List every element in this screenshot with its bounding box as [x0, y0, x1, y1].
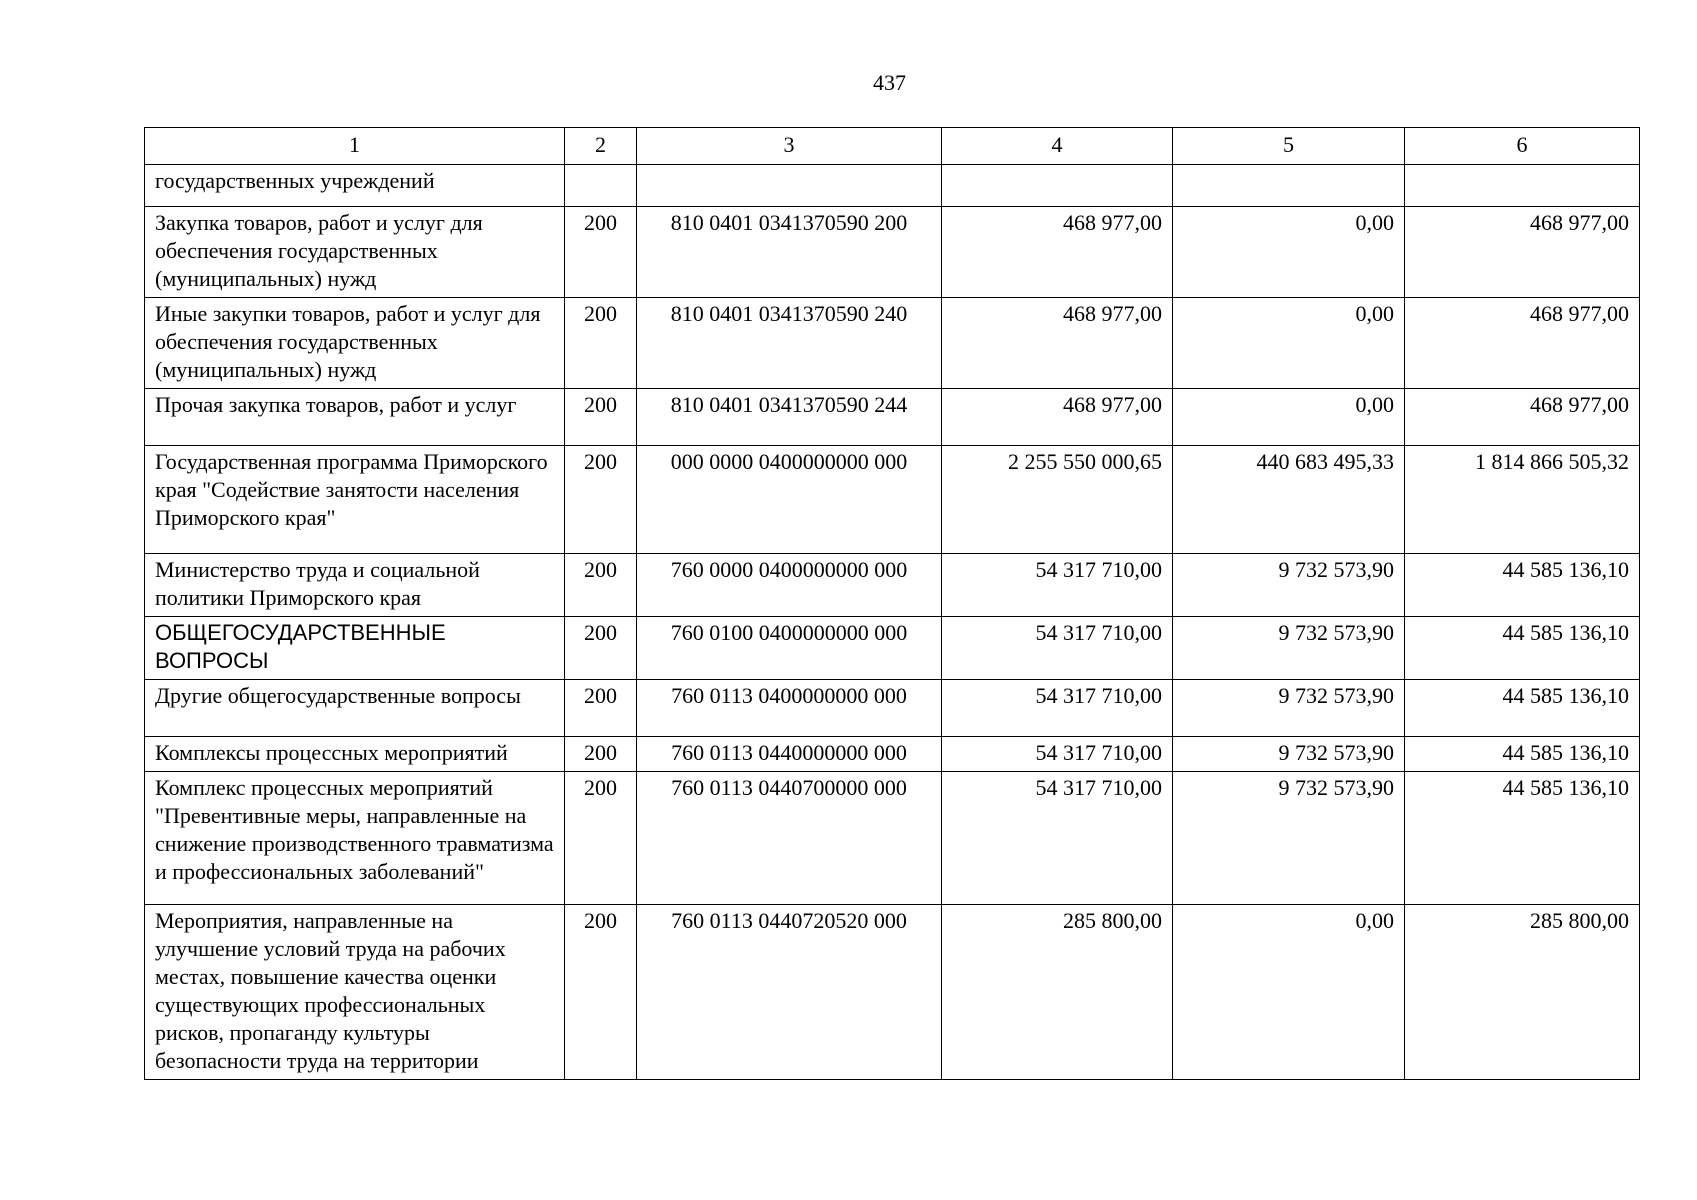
row-name-cell: Комплекс процессных мероприятий "Превентивные меры, направленные на снижение производственного травматизма и профессиональных заболеваний" — [145, 772, 565, 905]
row-kbk-cell: 760 0113 0400000000 000 — [637, 680, 942, 737]
row-value-col6-cell: 44 585 136,10 — [1405, 737, 1640, 772]
row-kbk-cell: 000 0000 0400000000 000 — [637, 446, 942, 554]
row-name-cell: Государственная программа Приморского края "Содействие занятости населения Приморского края" — [145, 446, 565, 554]
table-row — [145, 737, 1640, 772]
row-value-col4-cell: 468 977,00 — [942, 298, 1173, 389]
row-name-cell: Закупка товаров, работ и услуг для обеспечения государственных (муниципальных) нужд — [145, 207, 565, 298]
row-kbk-cell: 760 0113 0440700000 000 — [637, 772, 942, 905]
row-value-col6-cell: 468 977,00 — [1405, 207, 1640, 298]
table-row — [145, 298, 1640, 389]
row-name-cell: Мероприятия, направленные на улучшение условий труда на рабочих местах, повышение качества оценки существующих профессиональных рисков, пропаганду культуры безопасности труда на территории — [145, 905, 565, 1080]
table-row — [145, 389, 1640, 446]
row-kbk-cell: 760 0113 0440000000 000 — [637, 737, 942, 772]
row-value-col5-cell: 9 732 573,90 — [1173, 680, 1405, 737]
column-header-5: 5 — [1173, 128, 1405, 165]
row-code-cell: 200 — [565, 737, 637, 772]
row-value-col6-cell: 468 977,00 — [1405, 389, 1640, 446]
row-value-col6-cell: 44 585 136,10 — [1405, 680, 1640, 737]
row-code-cell: 200 — [565, 554, 637, 617]
row-kbk-cell: 810 0401 0341370590 240 — [637, 298, 942, 389]
row-code-cell — [565, 165, 637, 207]
table-row — [145, 905, 1640, 1080]
row-value-col5-cell: 0,00 — [1173, 389, 1405, 446]
row-code-cell: 200 — [565, 446, 637, 554]
row-value-col5-cell: 440 683 495,33 — [1173, 446, 1405, 554]
row-name-cell: государственных учреждений — [145, 165, 565, 207]
row-code-cell: 200 — [565, 772, 637, 905]
row-name-cell: Министерство труда и социальной политики Приморского края — [145, 554, 565, 617]
row-value-col5-cell: 0,00 — [1173, 298, 1405, 389]
row-value-col4-cell: 468 977,00 — [942, 389, 1173, 446]
row-kbk-cell: 760 0113 0440720520 000 — [637, 905, 942, 1080]
row-kbk-cell — [637, 165, 942, 207]
row-value-col6-cell: 468 977,00 — [1405, 298, 1640, 389]
row-value-col4-cell: 54 317 710,00 — [942, 554, 1173, 617]
row-value-col5-cell: 9 732 573,90 — [1173, 617, 1405, 680]
column-header-4: 4 — [942, 128, 1173, 165]
row-kbk-cell: 810 0401 0341370590 200 — [637, 207, 942, 298]
row-name-cell: Прочая закупка товаров, работ и услуг — [145, 389, 565, 446]
row-code-cell: 200 — [565, 298, 637, 389]
row-kbk-cell: 760 0100 0400000000 000 — [637, 617, 942, 680]
budget-table — [144, 127, 1640, 1080]
row-value-col5-cell: 9 732 573,90 — [1173, 554, 1405, 617]
column-header-3: 3 — [637, 128, 942, 165]
table-row — [145, 165, 1640, 207]
table-row — [145, 554, 1640, 617]
row-name-cell: Комплексы процессных мероприятий — [145, 737, 565, 772]
row-value-col4-cell: 468 977,00 — [942, 207, 1173, 298]
table-row — [145, 617, 1640, 680]
row-value-col6-cell: 44 585 136,10 — [1405, 554, 1640, 617]
row-code-cell: 200 — [565, 680, 637, 737]
column-header-1: 1 — [145, 128, 565, 165]
column-header-2: 2 — [565, 128, 637, 165]
table-row — [145, 772, 1640, 905]
row-kbk-cell: 760 0000 0400000000 000 — [637, 554, 942, 617]
row-value-col4-cell — [942, 165, 1173, 207]
row-name-cell: ОБЩЕГОСУДАРСТВЕННЫЕ ВОПРОСЫ — [145, 617, 565, 680]
row-value-col4-cell: 54 317 710,00 — [942, 617, 1173, 680]
row-value-col4-cell: 54 317 710,00 — [942, 680, 1173, 737]
table-row — [145, 680, 1640, 737]
row-value-col5-cell: 0,00 — [1173, 905, 1405, 1080]
row-value-col6-cell — [1405, 165, 1640, 207]
row-value-col5-cell: 9 732 573,90 — [1173, 772, 1405, 905]
table-row — [145, 207, 1640, 298]
row-value-col4-cell: 54 317 710,00 — [942, 737, 1173, 772]
row-name-cell: Другие общегосударственные вопросы — [145, 680, 565, 737]
row-kbk-cell: 810 0401 0341370590 244 — [637, 389, 942, 446]
row-value-col4-cell: 2 255 550 000,65 — [942, 446, 1173, 554]
row-value-col5-cell — [1173, 165, 1405, 207]
row-code-cell: 200 — [565, 905, 637, 1080]
row-value-col5-cell: 0,00 — [1173, 207, 1405, 298]
table-row — [145, 446, 1640, 554]
row-code-cell: 200 — [565, 207, 637, 298]
page-number: 437 — [873, 70, 906, 95]
column-header-6: 6 — [1405, 128, 1640, 165]
row-value-col4-cell: 285 800,00 — [942, 905, 1173, 1080]
row-value-col5-cell: 9 732 573,90 — [1173, 737, 1405, 772]
table-header-row — [145, 128, 1640, 165]
row-name-cell: Иные закупки товаров, работ и услуг для обеспечения государственных (муниципальных) нужд — [145, 298, 565, 389]
row-value-col4-cell: 54 317 710,00 — [942, 772, 1173, 905]
row-value-col6-cell: 44 585 136,10 — [1405, 617, 1640, 680]
row-code-cell: 200 — [565, 389, 637, 446]
row-value-col6-cell: 44 585 136,10 — [1405, 772, 1640, 905]
row-value-col6-cell: 285 800,00 — [1405, 905, 1640, 1080]
row-code-cell: 200 — [565, 617, 637, 680]
row-value-col6-cell: 1 814 866 505,32 — [1405, 446, 1640, 554]
